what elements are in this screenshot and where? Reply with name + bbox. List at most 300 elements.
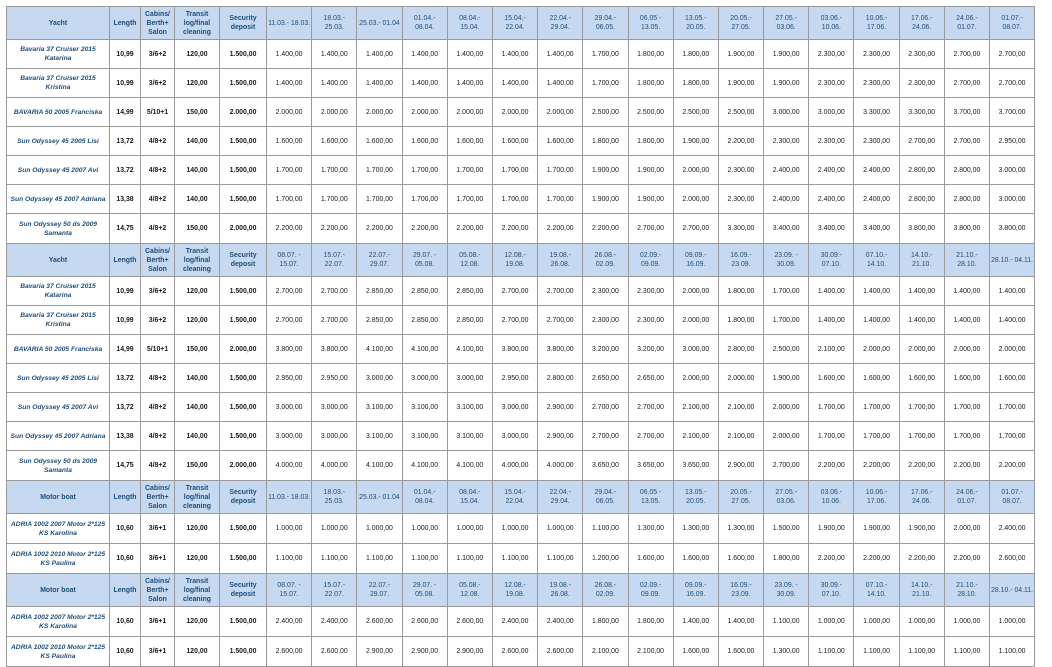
price-cell: 3.800,00 <box>267 335 312 364</box>
price-cell: 1.700,00 <box>809 393 854 422</box>
price-cell: 1.400,00 <box>944 306 989 335</box>
header-period: 23.09. - 30.09. <box>764 574 809 607</box>
price-cell: 1.700,00 <box>357 185 402 214</box>
table-row <box>7 607 1035 637</box>
boat-transit: 140,00 <box>175 393 220 422</box>
price-cell: 1.000,00 <box>267 514 312 544</box>
price-cell: 2.700,00 <box>312 277 357 306</box>
price-cell: 1.600,00 <box>673 544 718 574</box>
price-cell: 2.700,00 <box>492 306 537 335</box>
price-cell: 3.300,00 <box>718 214 763 244</box>
price-cell: 2.700,00 <box>267 306 312 335</box>
price-cell: 1.700,00 <box>764 306 809 335</box>
price-cell: 1.400,00 <box>899 277 944 306</box>
price-cell: 3.400,00 <box>764 214 809 244</box>
price-cell: 2.400,00 <box>990 514 1035 544</box>
price-cell: 1.700,00 <box>267 185 312 214</box>
header-deposit: Security deposit <box>220 481 267 514</box>
price-cell: 2.600,00 <box>312 637 357 667</box>
price-cell: 2.700,00 <box>944 40 989 69</box>
price-cell: 1.200,00 <box>583 544 628 574</box>
price-cell: 1.900,00 <box>718 69 763 98</box>
table-row <box>7 277 1035 306</box>
price-cell: 1.700,00 <box>447 156 492 185</box>
boat-length: 13,72 <box>110 393 141 422</box>
price-cell: 3.650,00 <box>628 451 673 481</box>
price-cell: 2.900,00 <box>718 451 763 481</box>
price-cell: 2.100,00 <box>809 335 854 364</box>
boat-transit: 140,00 <box>175 364 220 393</box>
price-cell: 2.200,00 <box>944 544 989 574</box>
price-cell: 1.700,00 <box>492 156 537 185</box>
header-period: 01.07.- 08.07. <box>990 7 1035 40</box>
price-cell: 3.300,00 <box>854 98 899 127</box>
header-period: 22.07.- 29.07. <box>357 574 402 607</box>
header-length: Length <box>110 574 141 607</box>
price-cell: 2.300,00 <box>628 277 673 306</box>
price-cell: 1.700,00 <box>899 422 944 451</box>
price-cell: 3.100,00 <box>357 422 402 451</box>
price-cell: 1.100,00 <box>854 637 899 667</box>
header-period: 06.05 - 13.05. <box>628 481 673 514</box>
price-cell: 1.400,00 <box>492 69 537 98</box>
price-cell: 4.000,00 <box>267 451 312 481</box>
price-cell: 2.900,00 <box>538 422 583 451</box>
boat-transit: 120,00 <box>175 607 220 637</box>
boat-cabins: 3/6+1 <box>141 637 175 667</box>
price-cell: 2.000,00 <box>673 156 718 185</box>
price-cell: 2.900,00 <box>402 637 447 667</box>
price-cell: 3.000,00 <box>402 364 447 393</box>
price-cell: 1.000,00 <box>899 607 944 637</box>
price-cell: 2.400,00 <box>267 607 312 637</box>
price-cell: 2.300,00 <box>899 40 944 69</box>
price-cell: 2.300,00 <box>718 185 763 214</box>
header-period: 14.10.- 21.10. <box>899 244 944 277</box>
header-period: 08.07. - 15.07. <box>267 244 312 277</box>
header-period: 30.09.- 07.10. <box>809 574 854 607</box>
price-cell: 2.200,00 <box>583 214 628 244</box>
price-cell: 2.400,00 <box>809 185 854 214</box>
price-cell: 2.300,00 <box>718 156 763 185</box>
price-cell: 3.100,00 <box>402 393 447 422</box>
boat-deposit: 1.500,00 <box>220 514 267 544</box>
boat-name: Sun Odyssey 45 2007 Adriana <box>7 185 110 214</box>
price-cell: 1.300,00 <box>673 514 718 544</box>
price-cell: 2.000,00 <box>673 364 718 393</box>
boat-deposit: 1.500,00 <box>220 306 267 335</box>
price-cell: 1.400,00 <box>538 40 583 69</box>
header-period: 15.04.- 22.04. <box>492 7 537 40</box>
boat-deposit: 1.500,00 <box>220 277 267 306</box>
price-cell: 1.000,00 <box>809 607 854 637</box>
price-cell: 2.500,00 <box>718 98 763 127</box>
header-deposit: Security deposit <box>220 7 267 40</box>
header-cabins: Cabins/ Berth+ Salon <box>141 481 175 514</box>
boat-name: ADRIA 1002 2010 Motor 2*125 KS Paulina <box>7 637 110 667</box>
boat-length: 14,75 <box>110 451 141 481</box>
boat-length: 13,38 <box>110 185 141 214</box>
price-cell: 1.000,00 <box>538 514 583 544</box>
price-cell: 2.000,00 <box>402 98 447 127</box>
boat-transit: 150,00 <box>175 214 220 244</box>
price-cell: 1.400,00 <box>538 69 583 98</box>
price-cell: 2.700,00 <box>944 69 989 98</box>
price-cell: 2.700,00 <box>673 214 718 244</box>
price-cell: 4.000,00 <box>492 451 537 481</box>
boat-cabins: 4/8+2 <box>141 156 175 185</box>
price-cell: 3.000,00 <box>492 393 537 422</box>
header-period: 21.10.- 28.10. <box>944 244 989 277</box>
boat-length: 10,99 <box>110 40 141 69</box>
price-cell: 1.000,00 <box>990 607 1035 637</box>
header-period: 22.04.- 29.04. <box>538 7 583 40</box>
header-period: 01.04.- 08.04. <box>402 481 447 514</box>
price-cell: 2.000,00 <box>538 98 583 127</box>
boat-name: Bavaria 37 Cruiser 2015 Katarina <box>7 277 110 306</box>
price-cell: 1.700,00 <box>854 422 899 451</box>
header-transit: Transit log/final cleaning <box>175 244 220 277</box>
boat-name: Sun Odyssey 45 2005 Lisi <box>7 364 110 393</box>
price-cell: 2.300,00 <box>854 40 899 69</box>
boat-transit: 140,00 <box>175 156 220 185</box>
boat-transit: 140,00 <box>175 185 220 214</box>
price-cell: 2.300,00 <box>809 69 854 98</box>
price-cell: 2.200,00 <box>899 544 944 574</box>
price-cell: 2.000,00 <box>944 514 989 544</box>
header-period: 28.10.- 04.11. <box>990 244 1035 277</box>
header-period: 03.06.- 10.06. <box>809 481 854 514</box>
boat-name: Bavaria 37 Cruiser 2015 Katarina <box>7 40 110 69</box>
header-period: 29.04.- 06.05. <box>583 481 628 514</box>
price-cell: 1.800,00 <box>718 306 763 335</box>
header-period: 17.06.- 24.06. <box>899 7 944 40</box>
price-cell: 2.300,00 <box>764 127 809 156</box>
boat-deposit: 1.500,00 <box>220 544 267 574</box>
price-cell: 2.300,00 <box>854 127 899 156</box>
price-cell: 1.000,00 <box>402 514 447 544</box>
price-cell: 2.700,00 <box>267 277 312 306</box>
price-cell: 1.600,00 <box>492 127 537 156</box>
price-cell: 2.300,00 <box>628 306 673 335</box>
price-cell: 1.100,00 <box>267 544 312 574</box>
price-cell: 3.800,00 <box>312 335 357 364</box>
boat-cabins: 3/6+2 <box>141 40 175 69</box>
price-cell: 2.800,00 <box>538 364 583 393</box>
price-cell: 1.800,00 <box>628 127 673 156</box>
price-cell: 1.700,00 <box>312 156 357 185</box>
boat-transit: 120,00 <box>175 69 220 98</box>
price-cell: 1.000,00 <box>944 607 989 637</box>
header-period: 27.05.- 03.06. <box>764 7 809 40</box>
price-cell: 4.000,00 <box>312 451 357 481</box>
price-cell: 1.900,00 <box>628 185 673 214</box>
price-cell: 3.000,00 <box>447 364 492 393</box>
price-cell: 2.000,00 <box>899 335 944 364</box>
price-cell: 1.400,00 <box>854 306 899 335</box>
header-length: Length <box>110 7 141 40</box>
price-cell: 1.800,00 <box>718 277 763 306</box>
price-cell: 3.400,00 <box>809 214 854 244</box>
header-period: 19.08.- 26.08. <box>538 574 583 607</box>
price-cell: 1.600,00 <box>357 127 402 156</box>
price-cell: 1.100,00 <box>990 637 1035 667</box>
price-cell: 2.800,00 <box>899 185 944 214</box>
price-cell: 2.600,00 <box>447 607 492 637</box>
header-period: 29.07. - 05.08. <box>402 574 447 607</box>
price-cell: 2.300,00 <box>809 127 854 156</box>
header-row <box>7 481 1035 514</box>
price-cell: 2.300,00 <box>583 277 628 306</box>
header-period: 27.05.- 03.06. <box>764 481 809 514</box>
price-cell: 1.100,00 <box>764 607 809 637</box>
boat-cabins: 3/6+1 <box>141 607 175 637</box>
price-cell: 1.100,00 <box>492 544 537 574</box>
price-cell: 1.400,00 <box>447 69 492 98</box>
price-cell: 1.000,00 <box>492 514 537 544</box>
price-cell: 2.000,00 <box>764 422 809 451</box>
boat-deposit: 1.500,00 <box>220 607 267 637</box>
price-cell: 2.500,00 <box>628 98 673 127</box>
price-cell: 2.000,00 <box>673 306 718 335</box>
price-cell: 2.000,00 <box>944 335 989 364</box>
price-cell: 1.900,00 <box>899 514 944 544</box>
price-cell: 2.000,00 <box>673 185 718 214</box>
price-cell: 2.000,00 <box>492 98 537 127</box>
boat-name: Sun Odyssey 45 2005 Lisi <box>7 127 110 156</box>
price-cell: 2.200,00 <box>990 451 1035 481</box>
header-period: 22.04.- 29.04. <box>538 481 583 514</box>
boat-transit: 120,00 <box>175 40 220 69</box>
table-row <box>7 637 1035 667</box>
header-period: 18.03.- 25.03. <box>312 481 357 514</box>
boat-deposit: 2.000,00 <box>220 451 267 481</box>
header-period: 26.08.- 02.09. <box>583 574 628 607</box>
price-cell: 2.850,00 <box>357 277 402 306</box>
price-cell: 1.400,00 <box>990 306 1035 335</box>
boat-name: ADRIA 1002 2007 Motor 2*125 KS Karolina <box>7 514 110 544</box>
price-cell: 1.900,00 <box>583 185 628 214</box>
price-cell: 1.100,00 <box>357 544 402 574</box>
header-period: 12.08.- 19.08. <box>492 244 537 277</box>
boat-cabins: 4/8+2 <box>141 451 175 481</box>
price-cell: 1.600,00 <box>402 127 447 156</box>
price-cell: 1.700,00 <box>854 393 899 422</box>
price-cell: 2.200,00 <box>357 214 402 244</box>
price-cell: 1.800,00 <box>583 607 628 637</box>
boat-deposit: 2.000,00 <box>220 214 267 244</box>
header-period: 24.06.- 01.07. <box>944 481 989 514</box>
price-cell: 2.850,00 <box>402 306 447 335</box>
price-cell: 2.400,00 <box>764 185 809 214</box>
boat-name: BAVARIA 50 2005 Franciska <box>7 335 110 364</box>
boat-deposit: 1.500,00 <box>220 637 267 667</box>
price-cell: 2.500,00 <box>764 335 809 364</box>
boat-cabins: 5/10+1 <box>141 335 175 364</box>
price-cell: 3.100,00 <box>447 422 492 451</box>
price-cell: 2.100,00 <box>718 393 763 422</box>
price-cell: 1.700,00 <box>944 422 989 451</box>
header-length: Length <box>110 481 141 514</box>
price-cell: 2.400,00 <box>854 185 899 214</box>
price-cell: 2.200,00 <box>538 214 583 244</box>
price-cell: 2.650,00 <box>628 364 673 393</box>
price-cell: 2.700,00 <box>899 127 944 156</box>
header-period: 15.07.- 22.07. <box>312 244 357 277</box>
boat-length: 10,60 <box>110 637 141 667</box>
price-cell: 2.300,00 <box>583 306 628 335</box>
table-row <box>7 214 1035 244</box>
price-cell: 2.700,00 <box>628 214 673 244</box>
table-row <box>7 40 1035 69</box>
header-period: 25.03.- 01.04 <box>357 7 402 40</box>
price-cell: 1.700,00 <box>809 422 854 451</box>
price-cell: 1.700,00 <box>990 393 1035 422</box>
price-cell: 3.000,00 <box>764 98 809 127</box>
price-cell: 2.700,00 <box>312 306 357 335</box>
price-cell: 2.700,00 <box>628 422 673 451</box>
price-cell: 2.600,00 <box>357 607 402 637</box>
price-cell: 2.000,00 <box>764 393 809 422</box>
price-cell: 2.400,00 <box>538 607 583 637</box>
boat-transit: 120,00 <box>175 544 220 574</box>
header-type: Motor boat <box>7 574 110 607</box>
header-period: 07.10.- 14.10. <box>854 244 899 277</box>
price-cell: 1.400,00 <box>492 40 537 69</box>
table-row <box>7 514 1035 544</box>
price-cell: 2.200,00 <box>267 214 312 244</box>
table-row <box>7 306 1035 335</box>
price-cell: 2.100,00 <box>673 422 718 451</box>
price-cell: 1.600,00 <box>628 544 673 574</box>
header-period: 21.10.- 28.10. <box>944 574 989 607</box>
price-cell: 1.700,00 <box>492 185 537 214</box>
boat-cabins: 4/8+2 <box>141 127 175 156</box>
price-cell: 1.700,00 <box>899 393 944 422</box>
price-cell: 1.700,00 <box>764 277 809 306</box>
price-cell: 2.300,00 <box>809 40 854 69</box>
price-cell: 1.000,00 <box>312 514 357 544</box>
boat-name: Sun Odyssey 45 2007 Avi <box>7 393 110 422</box>
price-cell: 2.500,00 <box>673 98 718 127</box>
price-cell: 1.800,00 <box>673 69 718 98</box>
header-period: 22.07.- 29.07. <box>357 244 402 277</box>
price-cell: 4.000,00 <box>538 451 583 481</box>
header-transit: Transit log/final cleaning <box>175 481 220 514</box>
boat-deposit: 1.500,00 <box>220 127 267 156</box>
price-cell: 2.950,00 <box>312 364 357 393</box>
price-cell: 1.100,00 <box>312 544 357 574</box>
price-cell: 2.600,00 <box>267 637 312 667</box>
price-cell: 2.200,00 <box>492 214 537 244</box>
price-cell: 2.400,00 <box>854 156 899 185</box>
boat-deposit: 2.000,00 <box>220 98 267 127</box>
table-row <box>7 69 1035 98</box>
header-period: 23.09. - 30.09. <box>764 244 809 277</box>
header-period: 05.08.- 12.08. <box>447 574 492 607</box>
header-period: 02.09.- 09.09. <box>628 574 673 607</box>
price-cell: 2.800,00 <box>944 156 989 185</box>
boat-length: 13,72 <box>110 364 141 393</box>
boat-transit: 140,00 <box>175 422 220 451</box>
price-cell: 1.100,00 <box>447 544 492 574</box>
boat-deposit: 1.500,00 <box>220 364 267 393</box>
price-cell: 3.650,00 <box>583 451 628 481</box>
price-cell: 1.100,00 <box>538 544 583 574</box>
price-cell: 2.700,00 <box>990 40 1035 69</box>
boat-cabins: 5/10+1 <box>141 98 175 127</box>
price-cell: 1.400,00 <box>718 607 763 637</box>
price-cell: 1.600,00 <box>718 544 763 574</box>
price-cell: 3.800,00 <box>492 335 537 364</box>
header-period: 19.08.- 26.08. <box>538 244 583 277</box>
price-cell: 1.600,00 <box>538 127 583 156</box>
price-cell: 2.700,00 <box>628 393 673 422</box>
boat-length: 10,99 <box>110 277 141 306</box>
price-cell: 1.900,00 <box>718 40 763 69</box>
price-cell: 4.100,00 <box>447 451 492 481</box>
price-cell: 3.000,00 <box>312 422 357 451</box>
boat-transit: 150,00 <box>175 98 220 127</box>
price-cell: 3.200,00 <box>628 335 673 364</box>
price-cell: 3.000,00 <box>357 364 402 393</box>
price-cell: 1.600,00 <box>673 637 718 667</box>
price-cell: 1.800,00 <box>673 40 718 69</box>
boat-name: ADRIA 1002 2010 Motor 2*125 KS Paulina <box>7 544 110 574</box>
boat-length: 10,99 <box>110 69 141 98</box>
boat-deposit: 1.500,00 <box>220 40 267 69</box>
header-period: 10.06.- 17.06. <box>854 481 899 514</box>
header-period: 08.07. - 15.07. <box>267 574 312 607</box>
price-cell: 1.000,00 <box>357 514 402 544</box>
header-row <box>7 7 1035 40</box>
price-cell: 1.800,00 <box>764 544 809 574</box>
header-period: 26.08.- 02.09. <box>583 244 628 277</box>
price-cell: 2.900,00 <box>357 637 402 667</box>
price-cell: 1.900,00 <box>764 69 809 98</box>
header-period: 09.09.- 16.09. <box>673 574 718 607</box>
price-cell: 2.500,00 <box>583 98 628 127</box>
table-row <box>7 364 1035 393</box>
price-cell: 1.400,00 <box>267 40 312 69</box>
boat-deposit: 2.000,00 <box>220 335 267 364</box>
price-cell: 1.900,00 <box>628 156 673 185</box>
price-cell: 1.400,00 <box>312 40 357 69</box>
boat-length: 13,72 <box>110 127 141 156</box>
price-cell: 1.700,00 <box>990 422 1035 451</box>
boat-length: 10,60 <box>110 514 141 544</box>
header-row <box>7 244 1035 277</box>
price-cell: 1.400,00 <box>402 40 447 69</box>
price-cell: 1.400,00 <box>854 277 899 306</box>
price-cell: 2.200,00 <box>447 214 492 244</box>
header-period: 09.09.- 16.09. <box>673 244 718 277</box>
price-cell: 1.400,00 <box>944 277 989 306</box>
table-row <box>7 156 1035 185</box>
header-period: 16.09.- 23.09. <box>718 574 763 607</box>
price-cell: 1.400,00 <box>673 607 718 637</box>
price-cell: 3.100,00 <box>357 393 402 422</box>
price-cell: 1.000,00 <box>854 607 899 637</box>
price-cell: 2.200,00 <box>718 127 763 156</box>
price-cell: 3.000,00 <box>492 422 537 451</box>
header-period: 28.10.- 04.11. <box>990 574 1035 607</box>
price-cell: 2.300,00 <box>899 69 944 98</box>
boat-name: Sun Odyssey 45 2007 Avi <box>7 156 110 185</box>
price-cell: 2.200,00 <box>809 451 854 481</box>
price-cell: 1.100,00 <box>899 637 944 667</box>
price-cell: 3.700,00 <box>990 98 1035 127</box>
